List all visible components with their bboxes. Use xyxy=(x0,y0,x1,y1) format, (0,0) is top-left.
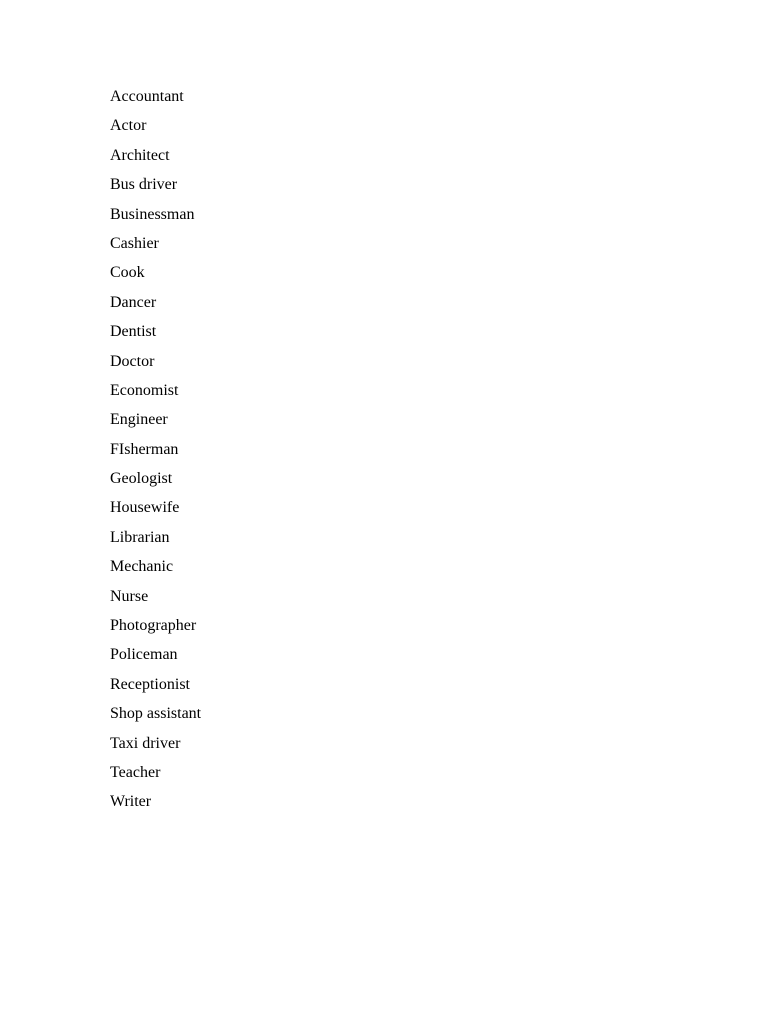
list-item: Receptionist xyxy=(110,675,190,693)
list-item: Policeman xyxy=(110,646,178,664)
list-item: Shop assistant xyxy=(110,705,202,723)
list-item: Nurse xyxy=(110,587,149,605)
list-item: Cook xyxy=(110,264,145,282)
list-item: Taxi driver xyxy=(110,734,181,752)
list-item: Actor xyxy=(110,117,147,135)
occupation-list xyxy=(110,84,201,819)
list-item: Photographer xyxy=(110,617,197,635)
list-item: Accountant xyxy=(110,88,184,105)
list-item: Engineer xyxy=(110,411,168,429)
list-item: Dancer xyxy=(110,293,157,311)
list-item: Doctor xyxy=(110,352,155,370)
list-item: Businessman xyxy=(110,205,195,223)
list-item: Architect xyxy=(110,146,170,164)
list-item: Cashier xyxy=(110,234,159,252)
list-item: Dentist xyxy=(110,323,157,341)
list-item: Economist xyxy=(110,381,179,399)
list-item: Writer xyxy=(110,793,152,811)
list-item: Geologist xyxy=(110,470,173,488)
list-item: Housewife xyxy=(110,499,180,517)
list-item: Mechanic xyxy=(110,558,174,576)
list-item: Bus driver xyxy=(110,176,178,194)
list-item: Librarian xyxy=(110,528,170,546)
list-item: Teacher xyxy=(110,763,161,781)
list-item: FIsherman xyxy=(110,440,179,458)
